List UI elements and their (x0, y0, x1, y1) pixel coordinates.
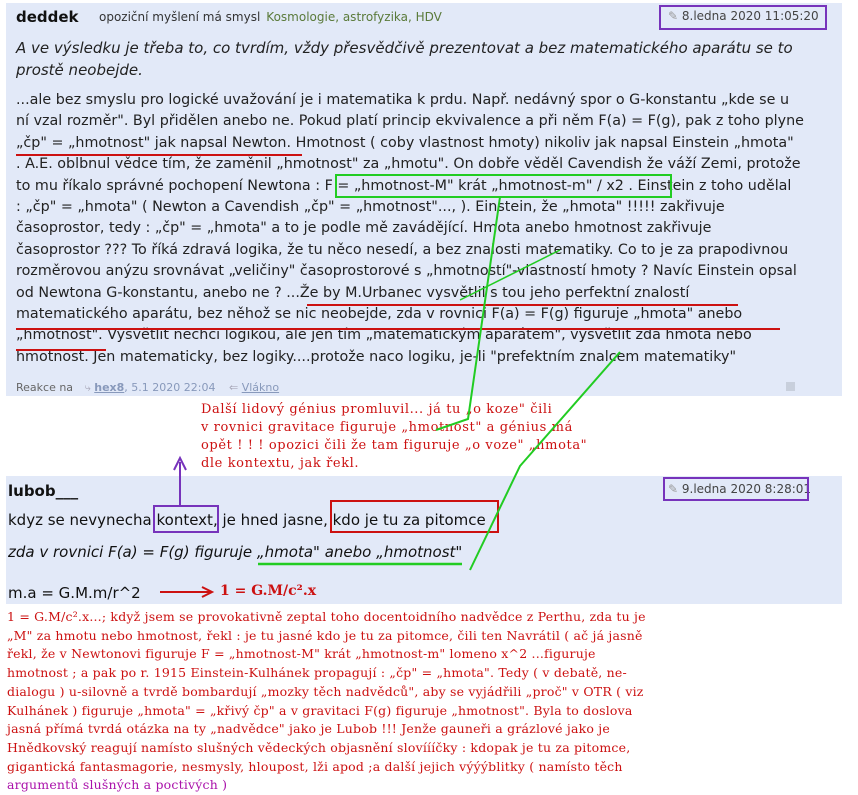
line1-kontext: kontext (156, 511, 213, 529)
annotation-bottom-line: 1 = G.M/c².x...; když jsem se provokativně zeptal toho docentoidního nadvědce z Perthu, zda tu je (7, 609, 646, 624)
line1-pre: kdyz se nevynecha (8, 511, 157, 529)
post-body-line: časoprostor, tedy : „čp" = „hmota" a to je podle mě zavádějící. Hmota anebo hmotnost zakřivuje (16, 220, 712, 237)
post-body-line: hmotnost. Jen matematicky, bez logiky....protože naco logiku, je-li "prefektním znalcem matematiky" (16, 348, 737, 365)
reply-icon: ⤷ (84, 381, 91, 394)
post2-author[interactable]: lubob___ (8, 482, 79, 500)
post-body-line: rozměrovou anýzu srovnávat „veličiny" časoprostorové s „hmotností"-vlastností hmoty ? Navíc Einstein opsal (16, 263, 797, 280)
annotation-bottom-line: hmotnost ; a pak po r. 1915 Einstein-Kulhánek propagují : „čp" = „hmota". Tedy ( v debatě, ne- (7, 665, 627, 681)
post2-quote: zda v rovnici F(a) = F(g) figuruje „hmota" anebo „hmotnost" (8, 543, 463, 561)
annotation-bottom-line: Kulhánek ) figuruje „hmota" = „křivý čp" a v gravitaci F(g) figuruje „hmotnost". Byla to doslova (7, 702, 633, 718)
pencil-icon: ✎ (668, 482, 679, 496)
post-body-line: . A.E. oblbnul vědce tím, že zaměnil „hmotnost" za „hmotu". On dobře věděl Cavendish že váží Zemi, protože (16, 156, 801, 173)
kontext-box (154, 506, 218, 532)
pitomce-box (331, 501, 498, 532)
post-body-line: : „čp" = „hmota" ( Newton a Cavendish „čp" = „hmotnost"..., ). Einstein, že „hmota" !!!!! zakřivuje (16, 199, 725, 216)
post-tags[interactable]: Kosmologie, astrofyzika, HDV (266, 10, 442, 24)
line1-pitomce: kdo je tu za pitomce (332, 511, 486, 529)
date2-box (664, 478, 808, 500)
date-text: 9.ledna 2020 8:28:01 (681, 482, 812, 496)
date-text: 8.ledna 2020 11:05:20 (681, 9, 819, 23)
post-author[interactable]: deddek (16, 8, 79, 26)
equation-result: 1 = G.M/c².x (220, 583, 317, 599)
reply-to-label: Reakce na (16, 381, 74, 394)
post-body-line: časoprostor ??? To říká zdravá logika, že tu něco nesedí, a bez znalosti matematiky. Co to je za prapodivnou (16, 241, 789, 258)
annotation-top-line: Další lidový génius promluvil... já tu „o koze" čili (201, 402, 553, 417)
post-body-line: od Newtona G-konstantu, anebo ne ? ...Že by M.Urbanec vysvětlil s tou jeho perfektní znalostí (16, 284, 690, 301)
annotation-top-line: dle kontextu, jak řekl. (201, 456, 360, 471)
annotation-bottom-line: řekl, že v Newtonovi figuruje F = „hmotnost-M" krát „hmotnost-m" lomeno x^2 ...figuruje (7, 646, 596, 662)
formula-box (336, 175, 671, 197)
post-body-line: to mu říkalo správné pochopení Newtona : F = „hmotnost-M" krát „hmotnost-m" / x2 . Einstein z toho udělal (16, 177, 792, 194)
pencil-icon: ✎ (668, 9, 679, 23)
post-quote: A ve výsledku je třeba to, co tvrdím, vždy přesvědčivě prezentovat a bez matematického aparátu se to prostě neobejde. (16, 39, 793, 79)
post-body-line: „čp" = „hmotnost" jak napsal Newton. Hmotnost ( coby vlastnost hmoty) nikoliv jak napsal Einstein „hmota" (16, 134, 794, 151)
motto-text: opoziční myšlení má smysl (99, 10, 261, 24)
annotation-top-line: opět ! ! ! opozici čili že tam figuruje „o voze" „hmota" (201, 438, 588, 453)
green-line-1 (436, 197, 500, 430)
reply-user-link[interactable]: hex8 (94, 381, 125, 394)
green-line-3 (460, 250, 560, 300)
post-body-line: ...ale bez smyslu pro logické uvažování je i matematika k prdu. Např. nedávný spor o G-konstantu „kde se u (16, 92, 790, 108)
annotation-bottom-line: dialogu ) u-silovně a tvrdě bombardují „mozky těch nadvědců", aby se vyjádřili „proč" v OTR ( viz (7, 683, 644, 699)
green-line-2 (470, 352, 620, 570)
annotation-bottom-line: jasná přímá tvrdá otázka na ty „nadvědce" jako je Lubob !!! Jenže gauneři a grázlové jako je (7, 721, 610, 737)
post-body-line: „hmotnost". Vysvětlit nechci logikou, ale jen tím „matematickým aparátem", vysvětlit zda hmota nebo (16, 327, 752, 344)
thread-icon: ⇐ (228, 381, 239, 394)
post-body-line: ní vzal rozměr". Byl přidělen anebo ne. Pokud platí princip ekvivalence a při něm F(a) = F(g), pak z toho plyne (16, 113, 804, 130)
annotation-bottom-line: Hnědkovský reagují namísto slušných vědeckých objasnění slovíííčky : kdopak je tu za pitomce, (7, 739, 631, 755)
annotation-top-line: v rovnici gravitace figuruje „hmotnost" a génius má (201, 420, 573, 435)
date-box (660, 6, 826, 29)
annotation-bottom-line: gigantická fantasmagorie, nesmysly, hloupost, lži apod ;a další jejich výýýblitky ( namísto těch (7, 758, 623, 774)
annotation-bottom-line: argumentů slušných a poctivých ) (7, 777, 228, 793)
post2-equation: m.a = G.M.m/r^2 (8, 584, 141, 602)
annotation-bottom-line: „M" za hmotu nebo hmotnost, řekl : je tu jasné kdo je tu za pitomce, čili ten Navrátil ( ač já jasně (7, 627, 643, 643)
post-body-line: matematického aparátu, bez něhož se nic neobejde, zda v rovnici F(a) = F(g) figuruje „hmota" anebo (16, 306, 743, 323)
reply-date: , 5.1 2020 22:04 (124, 381, 216, 394)
thread-link[interactable]: Vlákno (241, 381, 280, 394)
line1-mid: , je hned jasne, (212, 511, 333, 529)
